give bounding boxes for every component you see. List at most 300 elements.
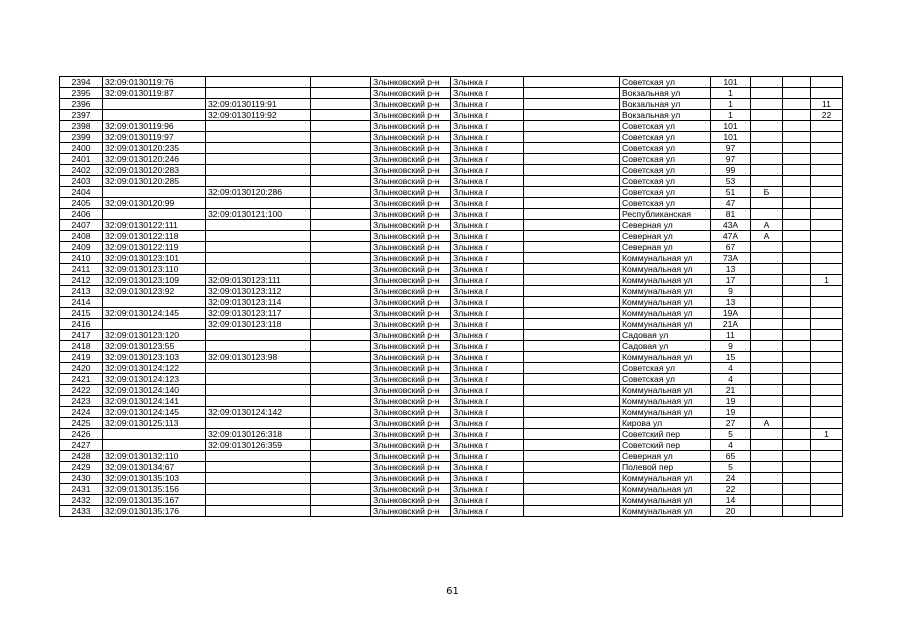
room-cadastral-number-cell: 32:09:0130123:98 [206,352,311,363]
cadastral-number-cell: 32:09:0130124:140 [103,385,206,396]
house-number-cell: 13 [711,264,751,275]
house-number-cell: 97 [711,143,751,154]
district-cell: Злынковский р-н [371,363,451,374]
cadastral-number-cell [103,429,206,440]
letter-cell [751,110,783,121]
district-cell: Злынковский р-н [371,308,451,319]
row-number-cell: 2422 [60,385,103,396]
room-cadastral-number-cell [206,451,311,462]
district-cell: Злынковский р-н [371,385,451,396]
room-cadastral-number-cell [206,330,311,341]
house-number-cell: 19 [711,407,751,418]
house-number-cell: 19А [711,308,751,319]
empty-cell [524,242,620,253]
room-cadastral-number-cell: 32:09:0130119:91 [206,99,311,110]
letter-cell [751,374,783,385]
town-cell: Злынка г [451,154,524,165]
letter-cell [751,286,783,297]
row-number-cell: 2432 [60,495,103,506]
empty-cell [783,176,811,187]
cadastral-number-cell: 32:09:0130135:103 [103,473,206,484]
house-number-cell: 43А [711,220,751,231]
apartment-cell [811,154,843,165]
letter-cell [751,407,783,418]
empty-cell [783,506,811,517]
street-cell: Коммунальная ул [620,407,711,418]
empty-cell [783,88,811,99]
town-cell: Злынка г [451,253,524,264]
table-row [60,275,843,286]
town-cell: Злынка г [451,132,524,143]
letter-cell [751,319,783,330]
empty-cell [311,396,371,407]
empty-cell [311,77,371,88]
room-cadastral-number-cell [206,88,311,99]
letter-cell [751,473,783,484]
cadastral-number-cell [103,440,206,451]
district-cell: Злынковский р-н [371,110,451,121]
apartment-cell [811,121,843,132]
apartment-cell [811,352,843,363]
house-number-cell: 47А [711,231,751,242]
house-number-cell: 73А [711,253,751,264]
town-cell: Злынка г [451,473,524,484]
district-cell: Злынковский р-н [371,99,451,110]
room-cadastral-number-cell [206,385,311,396]
room-cadastral-number-cell: 32:09:0130126:359 [206,440,311,451]
room-cadastral-number-cell [206,264,311,275]
empty-cell [311,110,371,121]
empty-cell [783,143,811,154]
street-cell: Садовая ул [620,341,711,352]
letter-cell [751,440,783,451]
table-row [60,220,843,231]
room-cadastral-number-cell [206,121,311,132]
registry-table [59,76,843,517]
letter-cell [751,352,783,363]
empty-cell [783,209,811,220]
district-cell: Злынковский р-н [371,418,451,429]
table-row [60,484,843,495]
row-number-cell: 2396 [60,99,103,110]
empty-cell [524,484,620,495]
empty-cell [311,121,371,132]
street-cell: Коммунальная ул [620,264,711,275]
apartment-cell [811,473,843,484]
street-cell: Вокзальная ул [620,110,711,121]
town-cell: Злынка г [451,330,524,341]
district-cell: Злынковский р-н [371,495,451,506]
empty-cell [311,418,371,429]
letter-cell [751,253,783,264]
empty-cell [311,198,371,209]
street-cell: Советская ул [620,165,711,176]
empty-cell [783,374,811,385]
street-cell: Полевой пер [620,462,711,473]
empty-cell [311,209,371,220]
empty-cell [783,451,811,462]
apartment-cell [811,506,843,517]
district-cell: Злынковский р-н [371,77,451,88]
letter-cell [751,198,783,209]
empty-cell [311,176,371,187]
house-number-cell: 1 [711,88,751,99]
table-row [60,187,843,198]
street-cell: Коммунальная ул [620,275,711,286]
empty-cell [524,209,620,220]
house-number-cell: 51 [711,187,751,198]
room-cadastral-number-cell: 32:09:0130123:114 [206,297,311,308]
street-cell: Советский пер [620,440,711,451]
empty-cell [783,462,811,473]
cadastral-number-cell: 32:09:0130119:87 [103,88,206,99]
district-cell: Злынковский р-н [371,374,451,385]
empty-cell [311,451,371,462]
district-cell: Злынковский р-н [371,187,451,198]
empty-cell [524,154,620,165]
empty-cell [311,319,371,330]
house-number-cell: 19 [711,396,751,407]
letter-cell [751,143,783,154]
table-row [60,209,843,220]
empty-cell [311,132,371,143]
row-number-cell: 2426 [60,429,103,440]
street-cell: Вокзальная ул [620,99,711,110]
empty-cell [311,231,371,242]
cadastral-number-cell: 32:09:0130120:235 [103,143,206,154]
street-cell: Советская ул [620,198,711,209]
empty-cell [524,506,620,517]
letter-cell [751,341,783,352]
empty-cell [524,253,620,264]
town-cell: Злынка г [451,429,524,440]
row-number-cell: 2395 [60,88,103,99]
row-number-cell: 2410 [60,253,103,264]
empty-cell [311,286,371,297]
apartment-cell [811,330,843,341]
town-cell: Злынка г [451,77,524,88]
room-cadastral-number-cell [206,231,311,242]
district-cell: Злынковский р-н [371,440,451,451]
house-number-cell: 1 [711,99,751,110]
street-cell: Коммунальная ул [620,308,711,319]
room-cadastral-number-cell: 32:09:0130126:318 [206,429,311,440]
house-number-cell: 67 [711,242,751,253]
house-number-cell: 14 [711,495,751,506]
empty-cell [311,99,371,110]
room-cadastral-number-cell [206,374,311,385]
house-number-cell: 15 [711,352,751,363]
cadastral-number-cell: 32:09:0130120:283 [103,165,206,176]
empty-cell [524,99,620,110]
empty-cell [524,143,620,154]
letter-cell [751,275,783,286]
empty-cell [311,385,371,396]
table-row [60,88,843,99]
district-cell: Злынковский р-н [371,473,451,484]
room-cadastral-number-cell [206,506,311,517]
empty-cell [524,231,620,242]
street-cell: Коммунальная ул [620,396,711,407]
room-cadastral-number-cell [206,495,311,506]
room-cadastral-number-cell: 32:09:0130123:111 [206,275,311,286]
apartment-cell [811,187,843,198]
apartment-cell: 1 [811,429,843,440]
empty-cell [783,363,811,374]
empty-cell [783,264,811,275]
empty-cell [524,264,620,275]
street-cell: Коммунальная ул [620,352,711,363]
row-number-cell: 2433 [60,506,103,517]
town-cell: Злынка г [451,506,524,517]
district-cell: Злынковский р-н [371,341,451,352]
house-number-cell: 97 [711,154,751,165]
row-number-cell: 2431 [60,484,103,495]
empty-cell [783,440,811,451]
cadastral-number-cell: 32:09:0130124:145 [103,407,206,418]
registry-table-body [60,77,843,517]
house-number-cell: 4 [711,363,751,374]
street-cell: Северная ул [620,231,711,242]
cadastral-number-cell: 32:09:0130124:145 [103,308,206,319]
district-cell: Злынковский р-н [371,264,451,275]
table-row [60,363,843,374]
apartment-cell [811,198,843,209]
empty-cell [524,308,620,319]
row-number-cell: 2418 [60,341,103,352]
row-number-cell: 2412 [60,275,103,286]
table-row [60,495,843,506]
table-row [60,198,843,209]
table-row [60,352,843,363]
cadastral-number-cell [103,297,206,308]
apartment-cell [811,176,843,187]
table-row [60,77,843,88]
row-number-cell: 2413 [60,286,103,297]
town-cell: Злынка г [451,165,524,176]
cadastral-number-cell: 32:09:0130135:167 [103,495,206,506]
room-cadastral-number-cell [206,176,311,187]
letter-cell [751,297,783,308]
room-cadastral-number-cell [206,143,311,154]
row-number-cell: 2409 [60,242,103,253]
apartment-cell [811,77,843,88]
table-row [60,264,843,275]
street-cell: Северная ул [620,242,711,253]
town-cell: Злынка г [451,99,524,110]
cadastral-number-cell: 32:09:0130122:119 [103,242,206,253]
town-cell: Злынка г [451,451,524,462]
apartment-cell [811,385,843,396]
letter-cell [751,176,783,187]
town-cell: Злынка г [451,484,524,495]
row-number-cell: 2421 [60,374,103,385]
district-cell: Злынковский р-н [371,88,451,99]
apartment-cell: 22 [811,110,843,121]
empty-cell [311,308,371,319]
apartment-cell [811,132,843,143]
apartment-cell [811,407,843,418]
empty-cell [783,77,811,88]
empty-cell [783,242,811,253]
cadastral-number-cell: 32:09:0130119:96 [103,121,206,132]
empty-cell [311,429,371,440]
row-number-cell: 2405 [60,198,103,209]
district-cell: Злынковский р-н [371,396,451,407]
table-row [60,99,843,110]
house-number-cell: 47 [711,198,751,209]
empty-cell [783,121,811,132]
row-number-cell: 2403 [60,176,103,187]
empty-cell [783,110,811,121]
district-cell: Злынковский р-н [371,330,451,341]
house-number-cell: 13 [711,297,751,308]
room-cadastral-number-cell [206,363,311,374]
district-cell: Злынковский р-н [371,154,451,165]
letter-cell [751,506,783,517]
empty-cell [311,154,371,165]
cadastral-number-cell: 32:09:0130124:123 [103,374,206,385]
page-number: 61 [446,586,459,597]
room-cadastral-number-cell: 32:09:0130124:142 [206,407,311,418]
room-cadastral-number-cell [206,473,311,484]
empty-cell [524,473,620,484]
empty-cell [783,198,811,209]
district-cell: Злынковский р-н [371,242,451,253]
street-cell: Коммунальная ул [620,253,711,264]
apartment-cell [811,484,843,495]
house-number-cell: 9 [711,286,751,297]
house-number-cell: 53 [711,176,751,187]
table-row [60,286,843,297]
house-number-cell: 4 [711,374,751,385]
empty-cell [783,253,811,264]
empty-cell [524,297,620,308]
district-cell: Злынковский р-н [371,297,451,308]
row-number-cell: 2423 [60,396,103,407]
town-cell: Злынка г [451,143,524,154]
empty-cell [524,440,620,451]
table-row [60,407,843,418]
table-row [60,440,843,451]
district-cell: Злынковский р-н [371,165,451,176]
town-cell: Злынка г [451,121,524,132]
district-cell: Злынковский р-н [371,462,451,473]
house-number-cell: 101 [711,121,751,132]
table-row [60,165,843,176]
empty-cell [783,484,811,495]
district-cell: Злынковский р-н [371,352,451,363]
empty-cell [524,363,620,374]
house-number-cell: 5 [711,462,751,473]
row-number-cell: 2429 [60,462,103,473]
town-cell: Злынка г [451,407,524,418]
empty-cell [783,319,811,330]
empty-cell [524,495,620,506]
room-cadastral-number-cell [206,154,311,165]
apartment-cell [811,451,843,462]
town-cell: Злынка г [451,187,524,198]
table-row [60,132,843,143]
empty-cell [311,264,371,275]
town-cell: Злынка г [451,308,524,319]
cadastral-number-cell: 32:09:0130123:55 [103,341,206,352]
empty-cell [524,330,620,341]
street-cell: Советская ул [620,132,711,143]
table-row [60,374,843,385]
town-cell: Злынка г [451,385,524,396]
town-cell: Злынка г [451,275,524,286]
street-cell: Советский пер [620,429,711,440]
empty-cell [783,352,811,363]
cadastral-number-cell: 32:09:0130122:118 [103,231,206,242]
table-row [60,396,843,407]
empty-cell [524,198,620,209]
street-cell: Кирова ул [620,418,711,429]
district-cell: Злынковский р-н [371,220,451,231]
district-cell: Злынковский р-н [371,407,451,418]
town-cell: Злынка г [451,462,524,473]
apartment-cell [811,319,843,330]
room-cadastral-number-cell [206,396,311,407]
empty-cell [783,418,811,429]
empty-cell [311,330,371,341]
house-number-cell: 101 [711,132,751,143]
letter-cell: А [751,418,783,429]
room-cadastral-number-cell: 32:09:0130119:92 [206,110,311,121]
empty-cell [311,220,371,231]
district-cell: Злынковский р-н [371,121,451,132]
row-number-cell: 2398 [60,121,103,132]
row-number-cell: 2401 [60,154,103,165]
row-number-cell: 2416 [60,319,103,330]
empty-cell [524,407,620,418]
row-number-cell: 2415 [60,308,103,319]
town-cell: Злынка г [451,363,524,374]
district-cell: Злынковский р-н [371,451,451,462]
cadastral-number-cell: 32:09:0130120:285 [103,176,206,187]
house-number-cell: 99 [711,165,751,176]
empty-cell [311,495,371,506]
letter-cell [751,154,783,165]
empty-cell [524,429,620,440]
empty-cell [783,132,811,143]
cadastral-number-cell: 32:09:0130123:120 [103,330,206,341]
letter-cell [751,495,783,506]
cadastral-number-cell [103,110,206,121]
table-row [60,308,843,319]
street-cell: Вокзальная ул [620,88,711,99]
empty-cell [311,352,371,363]
letter-cell [751,451,783,462]
cadastral-number-cell [103,209,206,220]
district-cell: Злынковский р-н [371,231,451,242]
empty-cell [783,220,811,231]
row-number-cell: 2427 [60,440,103,451]
empty-cell [311,473,371,484]
room-cadastral-number-cell [206,242,311,253]
cadastral-number-cell: 32:09:0130119:76 [103,77,206,88]
empty-cell [524,451,620,462]
cadastral-number-cell: 32:09:0130123:101 [103,253,206,264]
empty-cell [524,462,620,473]
empty-cell [783,286,811,297]
empty-cell [783,473,811,484]
table-row [60,143,843,154]
table-row [60,506,843,517]
town-cell: Злынка г [451,176,524,187]
apartment-cell [811,253,843,264]
